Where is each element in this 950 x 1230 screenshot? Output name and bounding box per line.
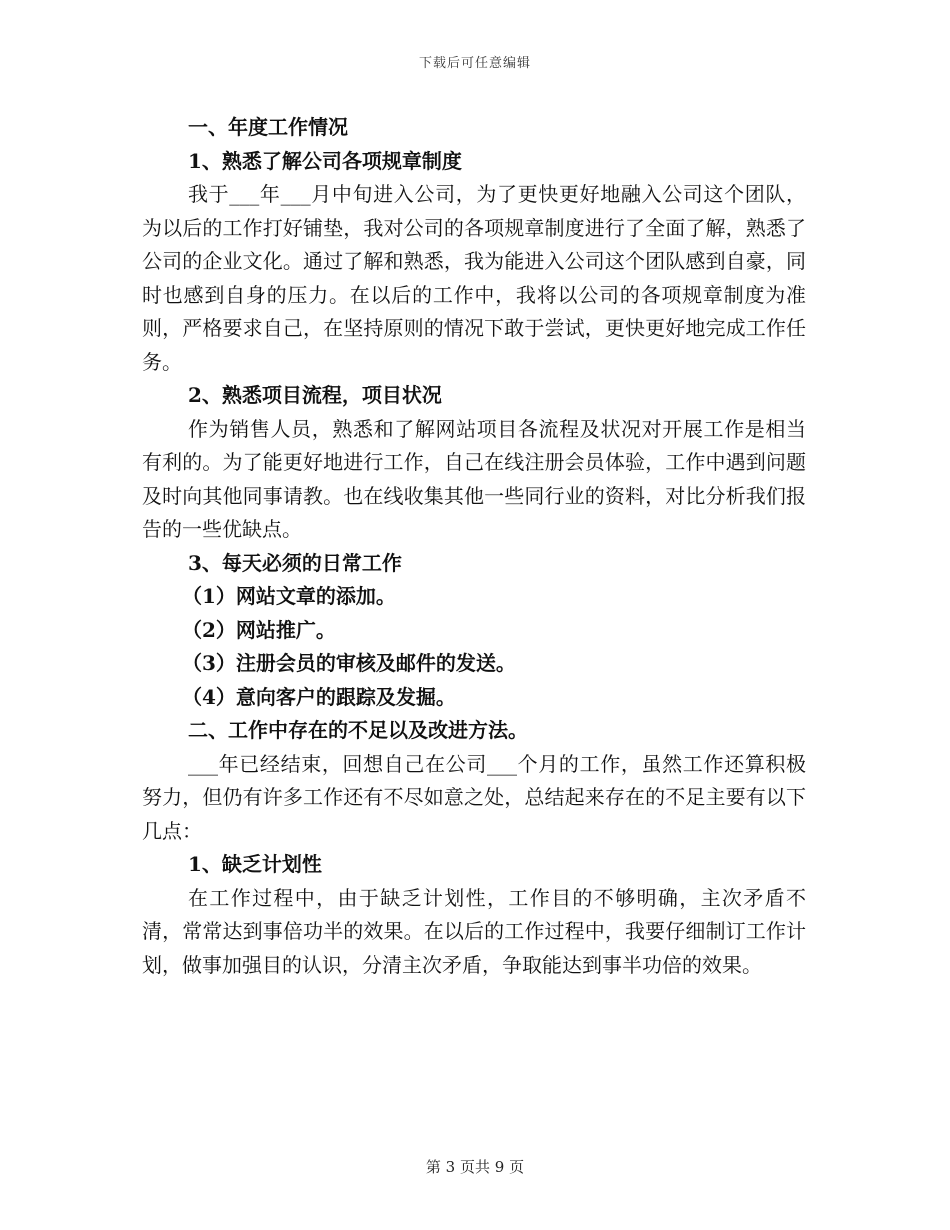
page-footer: 第 3 页共 9 页 bbox=[425, 1158, 525, 1176]
subsection-heading: 1、熟悉了解公司各项规章制度 bbox=[188, 148, 462, 173]
page-header: 下载后可任意编辑 bbox=[418, 56, 531, 71]
subsection-heading: 3、每天必须的日常工作 bbox=[188, 550, 402, 575]
subsection-heading: 2、熟悉项目流程，项目状况 bbox=[188, 383, 442, 407]
document-body bbox=[142, 111, 806, 982]
section-heading: 二、工作中存在的不足以及改进方法。 bbox=[188, 718, 528, 742]
subsection-heading: 1、缺乏计划性 bbox=[188, 852, 322, 876]
list-item: （3）注册会员的审核及邮件的发送。 bbox=[182, 651, 516, 675]
paragraph: 作为销售人员，熟悉和了解网站项目各流程及状况对开展工作是相当有利的。为了能更好地进行工作，自己在线注册会员体验，工作中遇到问题及时向其他同事请教。也在线收集其他一些同行业的资料，对比分析我们报告的一些优缺点。 bbox=[142, 416, 806, 541]
list-item: （2）网站推广。 bbox=[182, 617, 336, 642]
paragraph: ___年已经结束，回想自己在公司___个月的工作，虽然工作还算积极努力，但仍有许多工作还有不尽如意之处，总结起来存在的不足主要有以下几点： bbox=[142, 751, 806, 843]
section-heading: 一、年度工作情况 bbox=[188, 115, 348, 139]
list-item: （1）网站文章的添加。 bbox=[182, 584, 396, 608]
paragraph: 我于___年___月中旬进入公司，为了更快更好地融入公司这个团队，为以后的工作打好铺垫，我对公司的各项规章制度进行了全面了解，熟悉了公司的企业文化。通过了解和熟悉，我为能进入公司这个团队感到自豪，同时也感到自身的压力。在以后的工作中，我将以公司的各项规章制度为准则，严格要求自己，在坚持原则的情况下敢于尝试，更快更好地完成工作任务。 bbox=[142, 182, 806, 374]
list-item: （4）意向客户的跟踪及发掘。 bbox=[182, 684, 456, 709]
paragraph: 在工作过程中，由于缺乏计划性，工作目的不够明确，主次矛盾不清，常常达到事倍功半的效果。在以后的工作过程中，我要仔细制订工作计划，做事加强目的认识，分清主次矛盾，争取能达到事半功倍的效果。 bbox=[142, 885, 806, 977]
